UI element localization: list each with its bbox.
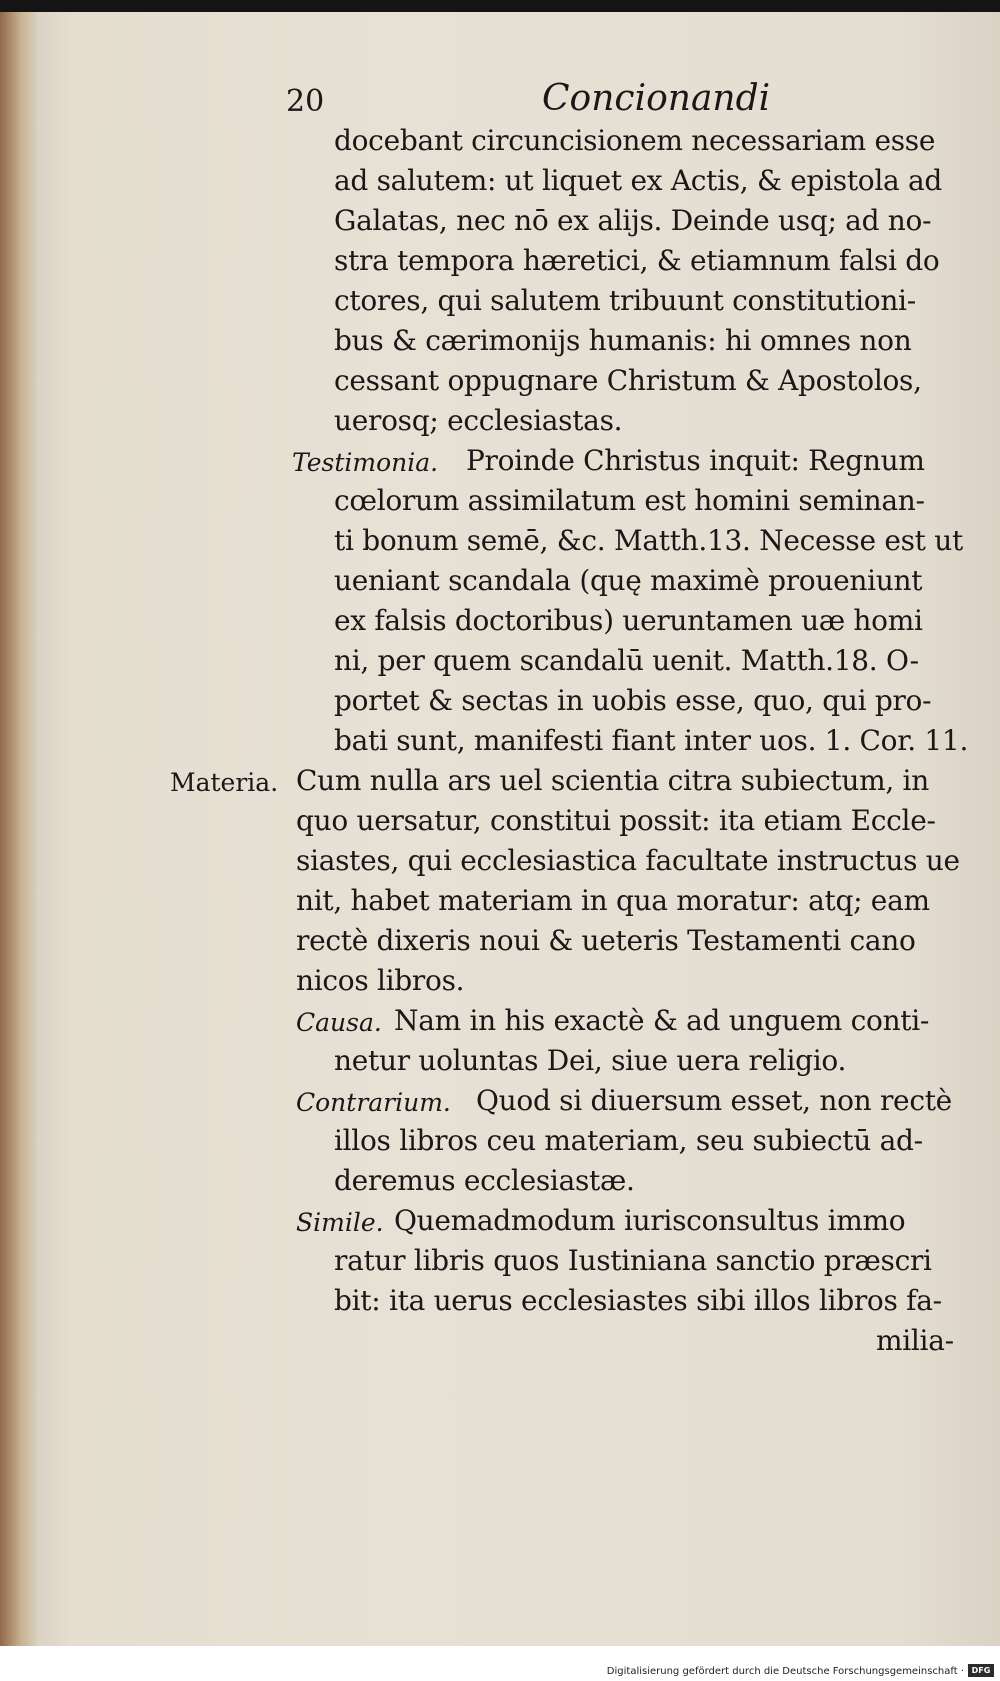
text-line: ad salutem: ut liquet ex Actis, & epistola ad <box>334 164 943 197</box>
text-line: nicos libros. <box>296 964 465 997</box>
text-line: stra tempora hæretici, & etiamnum falsi do <box>334 244 940 277</box>
text-line: ni, per quem scandalū uenit. Matth.18. O- <box>334 644 919 677</box>
margin-label-causa: Causa. <box>296 1008 382 1037</box>
digitization-credit: Digitalisierung gefördert durch die Deutsche Forschungsgemeinschaft · <box>606 1666 964 1677</box>
catchword: milia- <box>876 1324 954 1357</box>
text-line: portet & sectas in uobis esse, quo, qui pro- <box>334 684 932 717</box>
text-line: uerosq; ecclesiastas. <box>334 404 623 437</box>
page-number: 20 <box>286 84 325 119</box>
margin-label-simile: Simile. <box>296 1208 384 1237</box>
text-line: ctores, qui salutem tribuunt constitutioni- <box>334 284 916 317</box>
margin-label-contrarium: Contrarium. <box>296 1088 451 1117</box>
text-line: cessant oppugnare Christum & Apostolos, <box>334 364 922 397</box>
text-line: Quemadmodum iurisconsultus immo <box>394 1204 906 1237</box>
text-line: bit: ita uerus ecclesiastes sibi illos libros fa- <box>334 1284 942 1317</box>
text-line: netur uoluntas Dei, siue uera religio. <box>334 1044 847 1077</box>
text-line: siastes, qui ecclesiastica facultate instructus ue <box>296 844 960 877</box>
text-line: rectè dixeris noui & ueteris Testamenti cano <box>296 924 916 957</box>
text-line: Nam in his exactè & ad unguem conti- <box>394 1004 930 1037</box>
text-line: nit, habet materiam in qua moratur: atq; eam <box>296 884 930 917</box>
margin-label-materia: Materia. <box>170 768 279 797</box>
dfg-logo: DFG <box>968 1664 994 1677</box>
running-title: Concionandi <box>542 78 771 119</box>
text-line: ueniant scandala (quę maximè proueniunt <box>334 564 923 597</box>
text-line: deremus ecclesiastæ. <box>334 1164 635 1197</box>
book-spine <box>0 12 38 1646</box>
text-line: bus & cærimonijs humanis: hi omnes non <box>334 324 912 357</box>
text-line: docebant circuncisionem necessariam esse <box>334 124 936 157</box>
margin-label-testimonia: Testimonia. <box>292 448 439 477</box>
text-line: illos libros ceu materiam, seu subiectū ad- <box>334 1124 923 1157</box>
text-line: bati sunt, manifesti fiant inter uos. 1. Cor. 11. <box>334 724 969 757</box>
text-line: ex falsis doctoribus) ueruntamen uæ homi <box>334 604 923 637</box>
text-line: Galatas, nec nō ex alijs. Deinde usq; ad no- <box>334 204 932 237</box>
text-line: Proinde Christus inquit: Regnum <box>466 444 925 477</box>
text-line: ti bonum semē, &c. Matth.13. Necesse est ut <box>334 524 963 557</box>
text-line: Quod si diuersum esset, non rectè <box>476 1084 952 1117</box>
text-line: quo uersatur, constitui possit: ita etiam Eccle- <box>296 804 936 837</box>
text-line: cœlorum assimilatum est homini seminan- <box>334 484 925 517</box>
text-line: Cum nulla ars uel scientia citra subiectum, in <box>296 764 929 797</box>
text-line: ratur libris quos Iustiniana sanctio præscri <box>334 1244 932 1277</box>
